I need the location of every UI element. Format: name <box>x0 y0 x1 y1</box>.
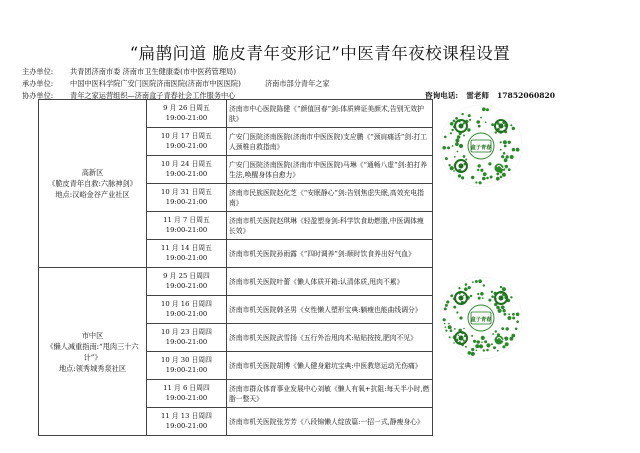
svg-text:盒子青春: 盒子青春 <box>470 144 492 151</box>
area-cell <box>39 268 147 436</box>
course-cell: 济南市机关医院孙雨露《“四时调养”剑:顺时饮食养出好气血》 <box>227 240 433 268</box>
session-time-cell <box>147 352 227 380</box>
session-time: 19:00-21:00 <box>165 141 208 150</box>
qr-cell <box>433 268 525 436</box>
session-date: 9 月 26 日周五 <box>163 104 210 112</box>
session-time-cell <box>147 268 227 296</box>
host-line <box>22 66 236 77</box>
course-cell: 济南市机关医院胡博《懒人健身避坑宝典:中医教您运动无伤痛》 <box>227 352 433 380</box>
organizer-line <box>22 78 330 89</box>
area-line: 市中区 <box>81 330 104 340</box>
session-time-cell <box>147 324 227 352</box>
qr-code-icon <box>439 276 523 360</box>
session-time-cell <box>147 380 227 408</box>
svg-text:盒子青春: 盒子青春 <box>470 316 492 323</box>
session-time-cell <box>147 408 227 436</box>
area-line: 《懒人减重指南:“甩肉三十六计”》 <box>46 341 139 362</box>
session-time: 19:00-21:00 <box>165 309 208 318</box>
session-time: 19:00-21:00 <box>165 421 208 430</box>
course-cell: 广安门医院济南医院(济南市中医医院)马琳《“通畅八虚”剑:拍打养生法,唤醒身体自愈力》 <box>227 156 433 184</box>
organizer-value-2: 济南市部分青年之家 <box>264 79 330 88</box>
session-time: 19:00-21:00 <box>165 225 208 234</box>
session-date: 10 月 23 日周四 <box>161 328 212 336</box>
course-cell: 广安门医院济南医院(济南市中医医院)支应鹏《“颈肩痛活”剑:打工人颈椎自救指南》 <box>227 128 433 156</box>
session-date: 10 月 17 日周五 <box>161 132 212 140</box>
session-time: 19:00-21:00 <box>165 281 208 290</box>
session-time-cell <box>147 128 227 156</box>
session-time: 19:00-21:00 <box>165 169 208 178</box>
organizer-value: 中国中医科学院广安门医院济南医院(济南市中医医院) <box>70 79 241 88</box>
session-date: 10 月 31 日周五 <box>161 188 212 196</box>
session-date: 11 月 6 日周四 <box>163 384 210 392</box>
session-date: 11 月 14 日周五 <box>161 244 212 252</box>
qr-code-icon <box>439 104 523 188</box>
contact-phone: 17852060820 <box>496 91 556 100</box>
session-date: 11 月 7 日周五 <box>163 216 210 224</box>
course-cell: 济南市群众体育事业发展中心刘敏《懒人有氧+抗阻:每天半小时,燃脂一整天》 <box>227 380 433 408</box>
session-time: 19:00-21:00 <box>165 365 208 374</box>
course-cell: 济南市机关医院武雪扬《五行外治甩肉术:贴贴按按,肥肉不见》 <box>227 324 433 352</box>
session-date: 10 月 24 日周五 <box>161 160 212 168</box>
session-time-cell <box>147 240 227 268</box>
course-cell: 济南市中心医院陈健《“颜值回春”剑:体质辨证美颜术,告别无效护肤》 <box>227 100 433 128</box>
co-value: 青年之家运营组织—济南盒子青春社会工作服务中心 <box>70 91 236 100</box>
session-date: 10 月 30 日周四 <box>161 356 212 364</box>
session-time-cell <box>147 100 227 128</box>
session-date: 10 月 16 日周四 <box>161 300 212 308</box>
qr-cell <box>433 100 525 268</box>
course-cell: 济南市机关医院赵琪琳《轻盈塑身剑:科学饮食助燃脂,中医调体瘦长效》 <box>227 212 433 240</box>
table-row <box>39 268 525 296</box>
session-time-cell <box>147 212 227 240</box>
area-line: 地点:领秀城秀泉社区 <box>58 363 127 373</box>
schedule-table <box>38 99 525 436</box>
area-line: 《脆皮青年自救:六脉神剑》 <box>48 179 137 188</box>
host-label: 主办单位: <box>22 67 54 76</box>
session-time: 19:00-21:00 <box>165 113 208 122</box>
session-time-cell <box>147 156 227 184</box>
session-date: 11 月 13 日周四 <box>161 412 212 420</box>
contact-label: 咨询电话: <box>425 91 459 100</box>
area-line: 高新区 <box>81 168 104 177</box>
contact-name: 雷老师 <box>466 91 489 100</box>
course-cell: 济南市机关医院张芳芳《八段锦懒人绽放篇:一招一式,静瘦身心》 <box>227 408 433 436</box>
session-time-cell <box>147 296 227 324</box>
course-cell: 济南市机关医院韩圣男《女性懒人塑形宝典:躺瘦也能曲线调分》 <box>227 296 433 324</box>
session-date: 9 月 25 日周四 <box>163 272 210 280</box>
area-cell <box>39 100 147 268</box>
co-label: 协办单位: <box>22 91 54 100</box>
session-time: 19:00-21:00 <box>165 393 208 402</box>
course-cell: 济南市民族医院赵化芝《“安眠静心”剑:告别焦虑失眠,高效充电指南》 <box>227 184 433 212</box>
session-time: 19:00-21:00 <box>165 253 208 262</box>
course-cell: 济南市机关医院叶蕾《懒人体质开箱:认清体质,甩肉不累》 <box>227 268 433 296</box>
table-row <box>39 100 525 128</box>
session-time: 19:00-21:00 <box>165 197 208 206</box>
session-time: 19:00-21:00 <box>165 337 208 346</box>
session-time-cell <box>147 184 227 212</box>
page-title: “扁鹊问道 脆皮青年变形记”中医青年夜校课程设置 <box>129 44 511 63</box>
organizer-label: 承办单位: <box>22 79 54 88</box>
host-value: 共青团济南市委 济南市卫生健康委(市中医药管理局) <box>70 67 237 76</box>
area-line: 地点:汉峪金谷产业社区 <box>55 190 130 199</box>
